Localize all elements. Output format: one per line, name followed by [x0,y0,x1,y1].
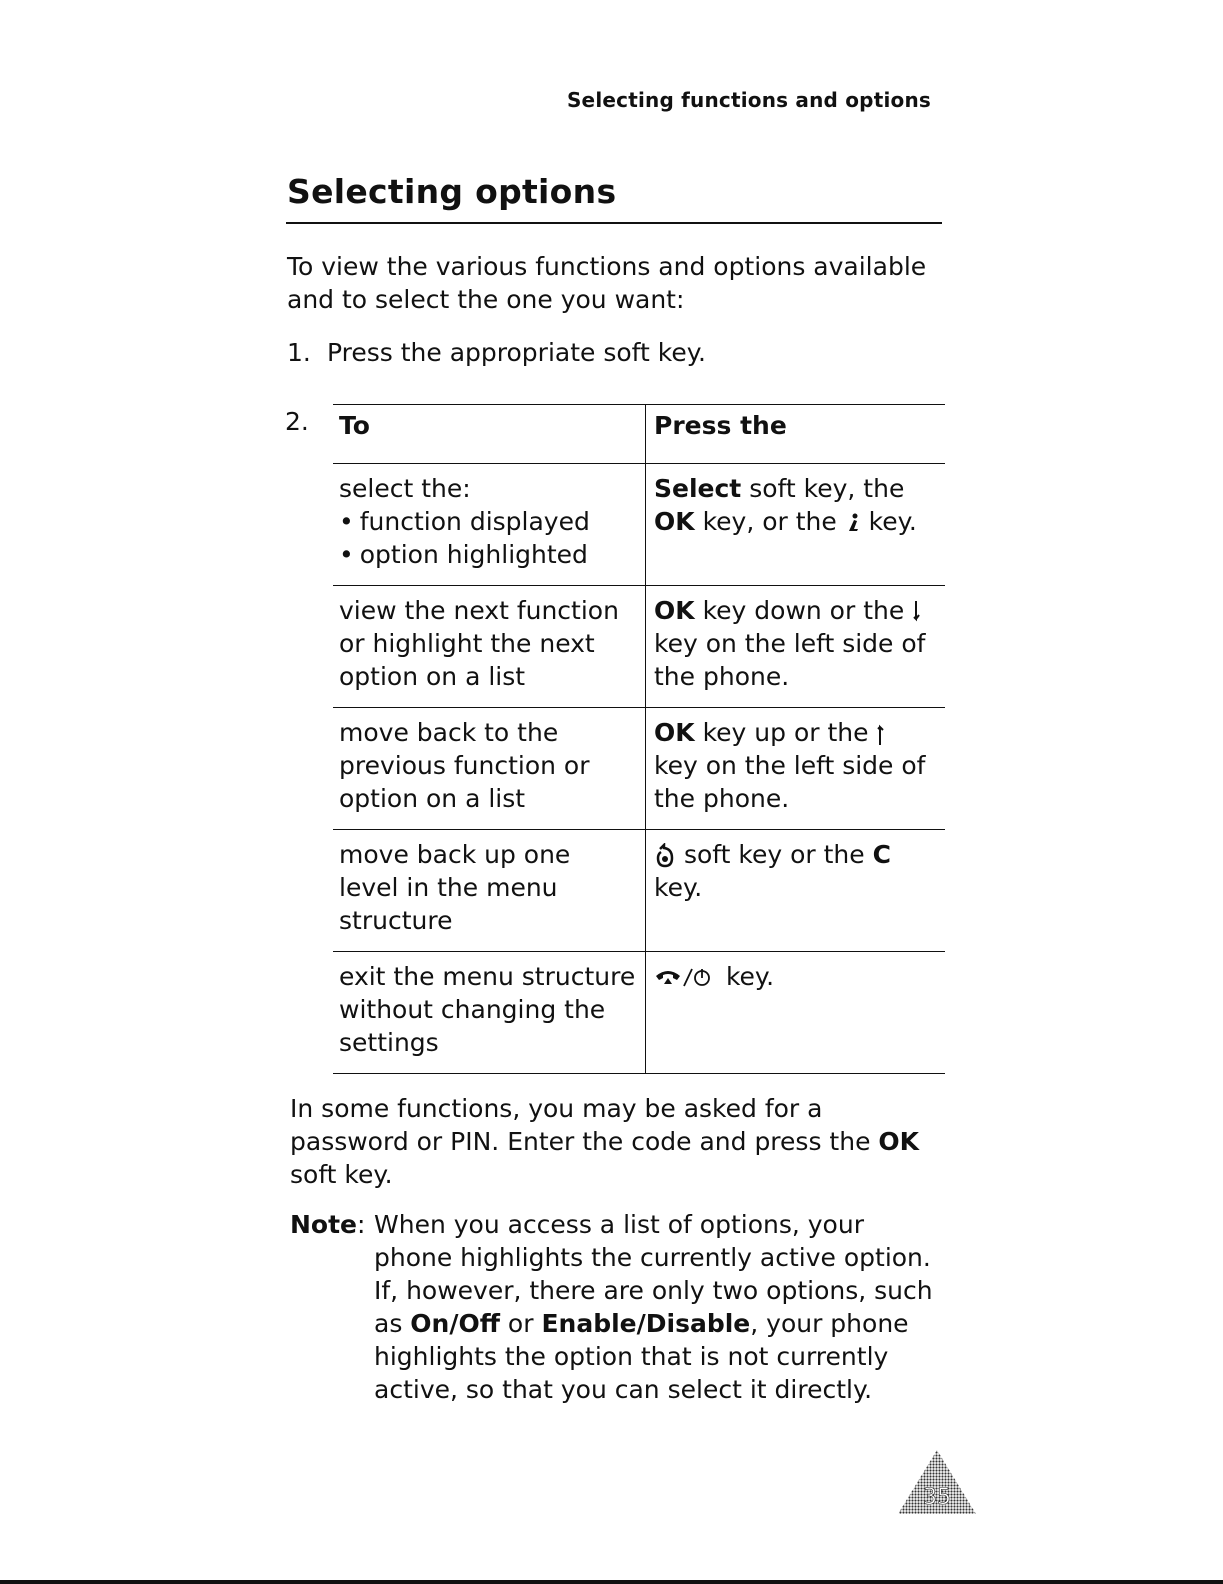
step-number: 1. [287,338,311,367]
side-key-down-icon [912,599,922,625]
cell-to: view the next function or highlight the next option on a list [339,596,619,691]
cell-text: soft key, the [741,474,905,503]
running-header: Selecting functions and options [566,88,931,112]
c-key-label: C [872,840,891,869]
step-1 [287,336,706,369]
cell-press [646,952,946,1074]
cell-text: key. [860,507,917,536]
table-row [333,586,945,708]
table-header-row [333,405,945,464]
ok-key-label: OK [654,596,695,625]
note-text: When you access a list of options, your phone highlights the currently active option. If, however, there are only two options, such as [374,1210,933,1338]
page-number-badge [896,1448,978,1516]
paragraph-text: In some functions, you may be asked for a password or PIN. Enter the code and press the [290,1094,879,1156]
table-row [333,830,945,952]
enable-disable-label: Enable/Disable [541,1309,751,1338]
cell-text: key up or the [694,718,877,747]
end-power-key-icon [654,966,718,990]
column-header-press: Press the [646,405,946,464]
info-key-icon [845,511,861,535]
note-body [374,1208,940,1406]
cell-to [333,464,646,586]
paragraph-text: soft key. [290,1160,393,1189]
table-row [333,952,945,1074]
cell-to: exit the menu structure without changing the settings [339,962,636,1057]
cell-press [646,708,946,830]
table-row [333,708,945,830]
cell-text: soft key or the [676,840,873,869]
cell-text: key. [654,873,703,902]
cell-text: key. [718,962,775,991]
step-2-number: 2. [285,407,309,436]
note-text: or [499,1309,542,1338]
note-block [290,1208,940,1406]
cell-to: move back to the previous function or option on a list [339,718,590,813]
note-label [290,1208,374,1241]
side-key-up-icon [876,721,886,747]
password-paragraph [290,1092,940,1191]
intro-paragraph: To view the various functions and options available and to select the one you want: [287,252,927,314]
ok-key-label: OK [654,507,695,536]
cell-text: key down or the [694,596,913,625]
list-item: • option highlighted [339,538,637,571]
cell-text: key on the left side of the phone. [654,751,926,813]
bottom-border [0,1580,1223,1584]
cell-press [646,586,946,708]
select-key-label: Select [654,474,742,503]
ok-key-label: OK [654,718,695,747]
note-text: , your phone highlights the option that is not currently active, so that you can select it directly. [374,1309,909,1404]
note-label-text: Note [290,1210,358,1239]
back-soft-key-icon [654,843,676,869]
cell-to-intro: select the: [339,474,471,503]
on-off-label: On/Off [410,1309,500,1338]
options-table [333,404,945,1074]
note-colon: : [357,1210,366,1239]
ok-key-label: OK [878,1127,920,1156]
list-item: • function displayed [339,505,637,538]
section-title: Selecting options [287,172,617,211]
page-number: 35 [923,1485,951,1510]
cell-press [646,464,946,586]
cell-press [646,830,946,952]
column-header-to: To [339,411,370,440]
cell-to: move back up one level in the menu structure [339,840,571,935]
cell-text: key on the left side of the phone. [654,629,926,691]
cell-text: key, or the [694,507,845,536]
title-underline [286,222,942,224]
step-text: Press the appropriate soft key. [327,338,706,367]
table-row [333,464,945,586]
